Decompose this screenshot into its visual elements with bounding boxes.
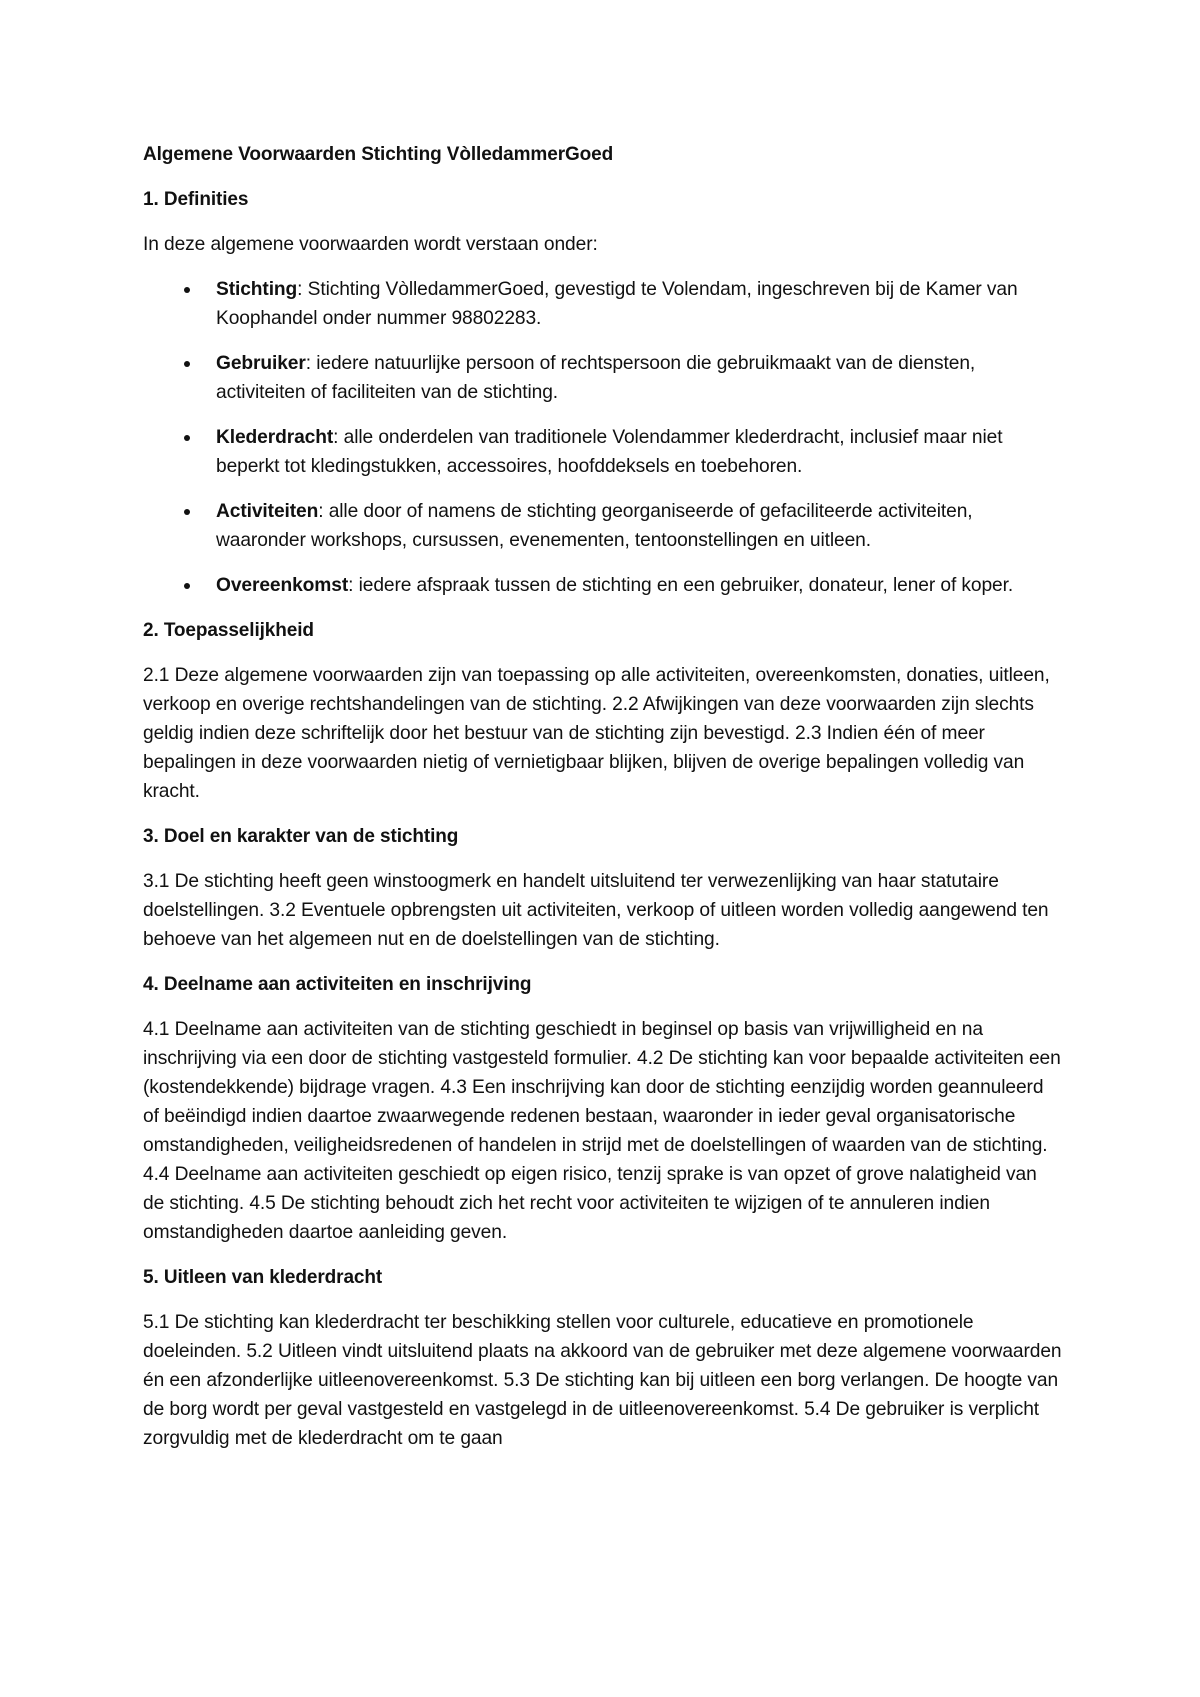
definition-term: Activiteiten — [216, 501, 319, 522]
document-title: Algemene Voorwaarden Stichting VòlledammerGoed — [143, 144, 614, 165]
section-heading: 4. Deelname aan activiteiten en inschrijving — [143, 974, 532, 995]
definition-item-klederdracht — [143, 423, 1063, 481]
definition-term: Overeenkomst — [216, 575, 349, 596]
section-deelname — [143, 970, 1063, 1247]
section-heading: 3. Doel en karakter van de stichting — [143, 826, 459, 847]
section-body: 5.1 De stichting kan klederdracht ter beschikking stellen voor culturele, educatieve en promotionele doeleinden. 5.2 Uitleen vindt uitsluitend plaats na akkoord van de gebruiker met deze algemene voorwaarden én een afzonderlijke uitleenovereenkomst. 5.3 De stichting kan bij uitleen een borg verlangen. De hoogte van de borg wordt per geval vastgesteld en vastgelegd in de uitleenovereenkomst. 5.4 De gebruiker is verplicht zorgvuldig met de klederdracht om te gaan — [143, 1312, 1062, 1449]
bullet-icon — [184, 361, 190, 367]
bullet-icon — [184, 583, 190, 589]
section-definities — [143, 185, 1063, 600]
bullet-icon — [184, 435, 190, 441]
section-heading: 2. Toepasselijkheid — [143, 620, 314, 641]
definition-term: Gebruiker — [216, 353, 306, 374]
section-doel-en-karakter — [143, 822, 1063, 954]
bullet-icon — [184, 287, 190, 293]
section-heading: 1. Definities — [143, 189, 249, 210]
definitions-list — [143, 275, 1063, 600]
section-body: 4.1 Deelname aan activiteiten van de stichting geschiedt in beginsel op basis van vrijwilligheid en na inschrijving via een door de stichting vastgesteld formulier. 4.2 De stichting kan voor bepaalde activiteiten een (kostendekkende) bijdrage vragen. 4.3 Een inschrijving kan door de stichting eenzijdig worden geannuleerd of beëindigd indien daartoe zwaarwegende redenen bestaan, waaronder in ieder geval organisatorische omstandigheden, veiligheidsredenen of handelen in strijd met de doelstellingen of waarden van de stichting. 4.4 Deelname aan activiteiten geschiedt op eigen risico, tenzij sprake is van opzet of grove nalatigheid van de stichting. 4.5 De stichting behoudt zich het recht voor activiteiten te wijzigen of te annuleren indien omstandigheden daartoe aanleiding geven. — [143, 1019, 1061, 1243]
definition-term: Stichting — [216, 279, 298, 300]
section-heading: 5. Uitleen van klederdracht — [143, 1267, 383, 1288]
bullet-icon — [184, 509, 190, 515]
definition-item-stichting — [143, 275, 1063, 333]
section-toepasselijkheid — [143, 616, 1063, 806]
definitions-intro: In deze algemene voorwaarden wordt verstaan onder: — [143, 234, 598, 255]
definition-term: Klederdracht — [216, 427, 334, 448]
section-body: 2.1 Deze algemene voorwaarden zijn van toepassing op alle activiteiten, overeenkomsten, donaties, uitleen, verkoop en overige rechtshandelingen van de stichting. 2.2 Afwijkingen van deze voorwaarden zijn slechts geldig indien deze schriftelijk door het bestuur van de stichting zijn bevestigd. 2.3 Indien één of meer bepalingen in deze voorwaarden nietig of vernietigbaar blijken, blijven de overige bepalingen volledig van kracht. — [143, 665, 1050, 802]
section-body: 3.1 De stichting heeft geen winstoogmerk en handelt uitsluitend ter verwezenlijking van haar statutaire doelstellingen. 3.2 Eventuele opbrengsten uit activiteiten, verkoop of uitleen worden volledig aangewend ten behoeve van het algemeen nut en de doelstellingen van de stichting. — [143, 871, 1049, 950]
definition-text: : iedere natuurlijke persoon of rechtspersoon die gebruikmaakt van de diensten, activiteiten of faciliteiten van de stichting. — [216, 353, 976, 403]
definition-text: : alle onderdelen van traditionele Volendammer klederdracht, inclusief maar niet beperkt tot kledingstukken, accessoires, hoofddeksels en toebehoren. — [216, 427, 1003, 477]
document-page — [143, 140, 1063, 1469]
definition-text: : iedere afspraak tussen de stichting en een gebruiker, donateur, lener of koper. — [348, 575, 1014, 596]
definition-text: : Stichting VòlledammerGoed, gevestigd te Volendam, ingeschreven bij de Kamer van Koophandel onder nummer 98802283. — [216, 279, 1018, 329]
section-uitleen — [143, 1263, 1063, 1453]
definition-item-overeenkomst — [143, 571, 1063, 600]
definition-item-gebruiker — [143, 349, 1063, 407]
definition-text: : alle door of namens de stichting georganiseerde of gefaciliteerde activiteiten, waaronder workshops, cursussen, evenementen, tentoonstellingen en uitleen. — [216, 501, 973, 551]
definition-item-activiteiten — [143, 497, 1063, 555]
